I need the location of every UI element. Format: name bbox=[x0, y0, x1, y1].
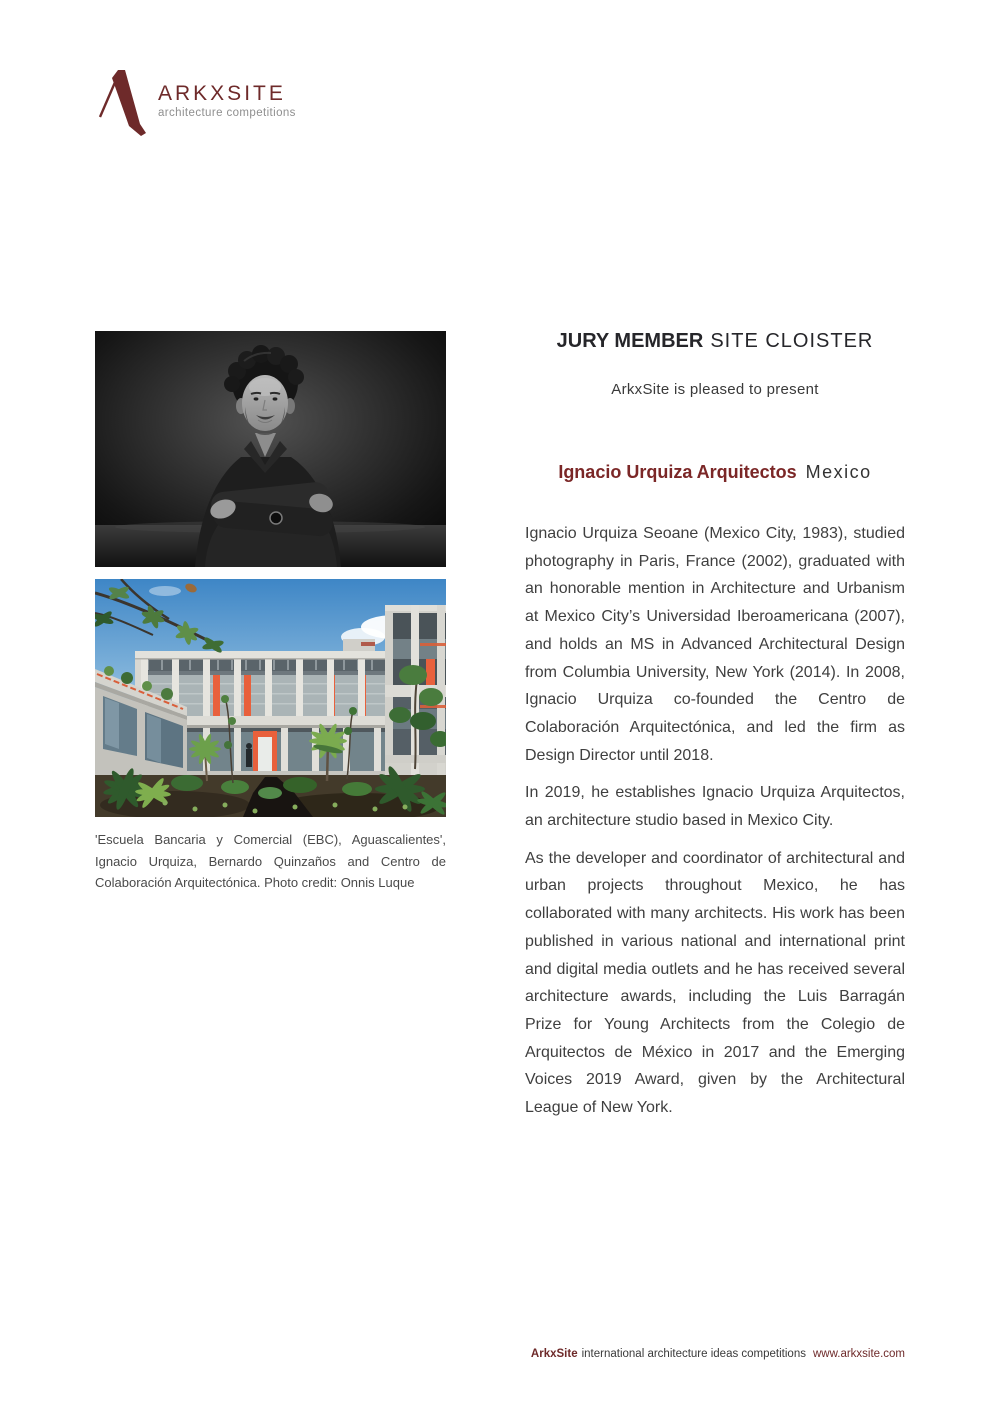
logo-brand-text: ARKXSITE bbox=[158, 82, 286, 105]
arkxsite-logo bbox=[96, 68, 296, 136]
footer-brand: ArkxSite bbox=[530, 1348, 578, 1360]
portrait-photo bbox=[95, 331, 446, 567]
bio-paragraph-3: As the developer and coordinator of architectural and urban projects throughout Mexico, he has collaborated with many architects. His work has been published in various national and international print and digital media outlets and he has received several architecture awards, including the Luis Barragán Prize for Young Architects from the Colegio de Arquitectos de México in 2017 and the Emerging Voices 2019 Award, given by the Architectural League of New York. bbox=[525, 849, 905, 1117]
main-content bbox=[525, 0, 905, 1414]
footer bbox=[531, 1348, 905, 1360]
footer-url-link[interactable]: www.arkxsite.com bbox=[812, 1348, 905, 1360]
title-site-cloister: SITE CLOISTER bbox=[710, 330, 874, 352]
logo-tagline: architecture competitions bbox=[158, 107, 296, 119]
jury-name: Ignacio Urquiza Arquitectos bbox=[558, 462, 797, 482]
title-jury-member: JURY MEMBER bbox=[556, 330, 704, 352]
subtitle: ArkxSite is pleased to present bbox=[611, 381, 819, 398]
bio-paragraph-1: Ignacio Urquiza Seoane (Mexico City, 1983), studied photography in Paris, France (2002), graduated with an honorable mention in Architecture and Urbanism at Mexico City’s Universidad Iberoamericana (2007), and holds an MS in Advanced Architectural Design from Columbia University, New York (2014). In 2008, Ignacio Urquiza co-founded the Centro de Colaboración Arquitectónica, and led the firm as Design Director until 2018. bbox=[525, 525, 905, 764]
footer-text: international architecture ideas competitions bbox=[581, 1348, 806, 1360]
arkxsite-logo-mark-icon bbox=[96, 68, 146, 136]
photo-caption: 'Escuela Bancaria y Comercial (EBC), Aguascalientes', Ignacio Urquiza, Bernardo Quinzaños and Centro de Colaboración Arquitectónica. Photo credit: Onnis Luque bbox=[95, 832, 446, 890]
jury-name-line bbox=[525, 462, 905, 483]
courtyard-photo bbox=[95, 579, 446, 817]
page-title bbox=[525, 330, 905, 353]
logo-text bbox=[158, 68, 296, 119]
bio-paragraph-2: In 2019, he establishes Ignacio Urquiza Arquitectos, an architecture studio based in Mexico City. bbox=[525, 784, 905, 830]
bio-text bbox=[525, 520, 905, 1132]
jury-country: Mexico bbox=[805, 462, 872, 482]
